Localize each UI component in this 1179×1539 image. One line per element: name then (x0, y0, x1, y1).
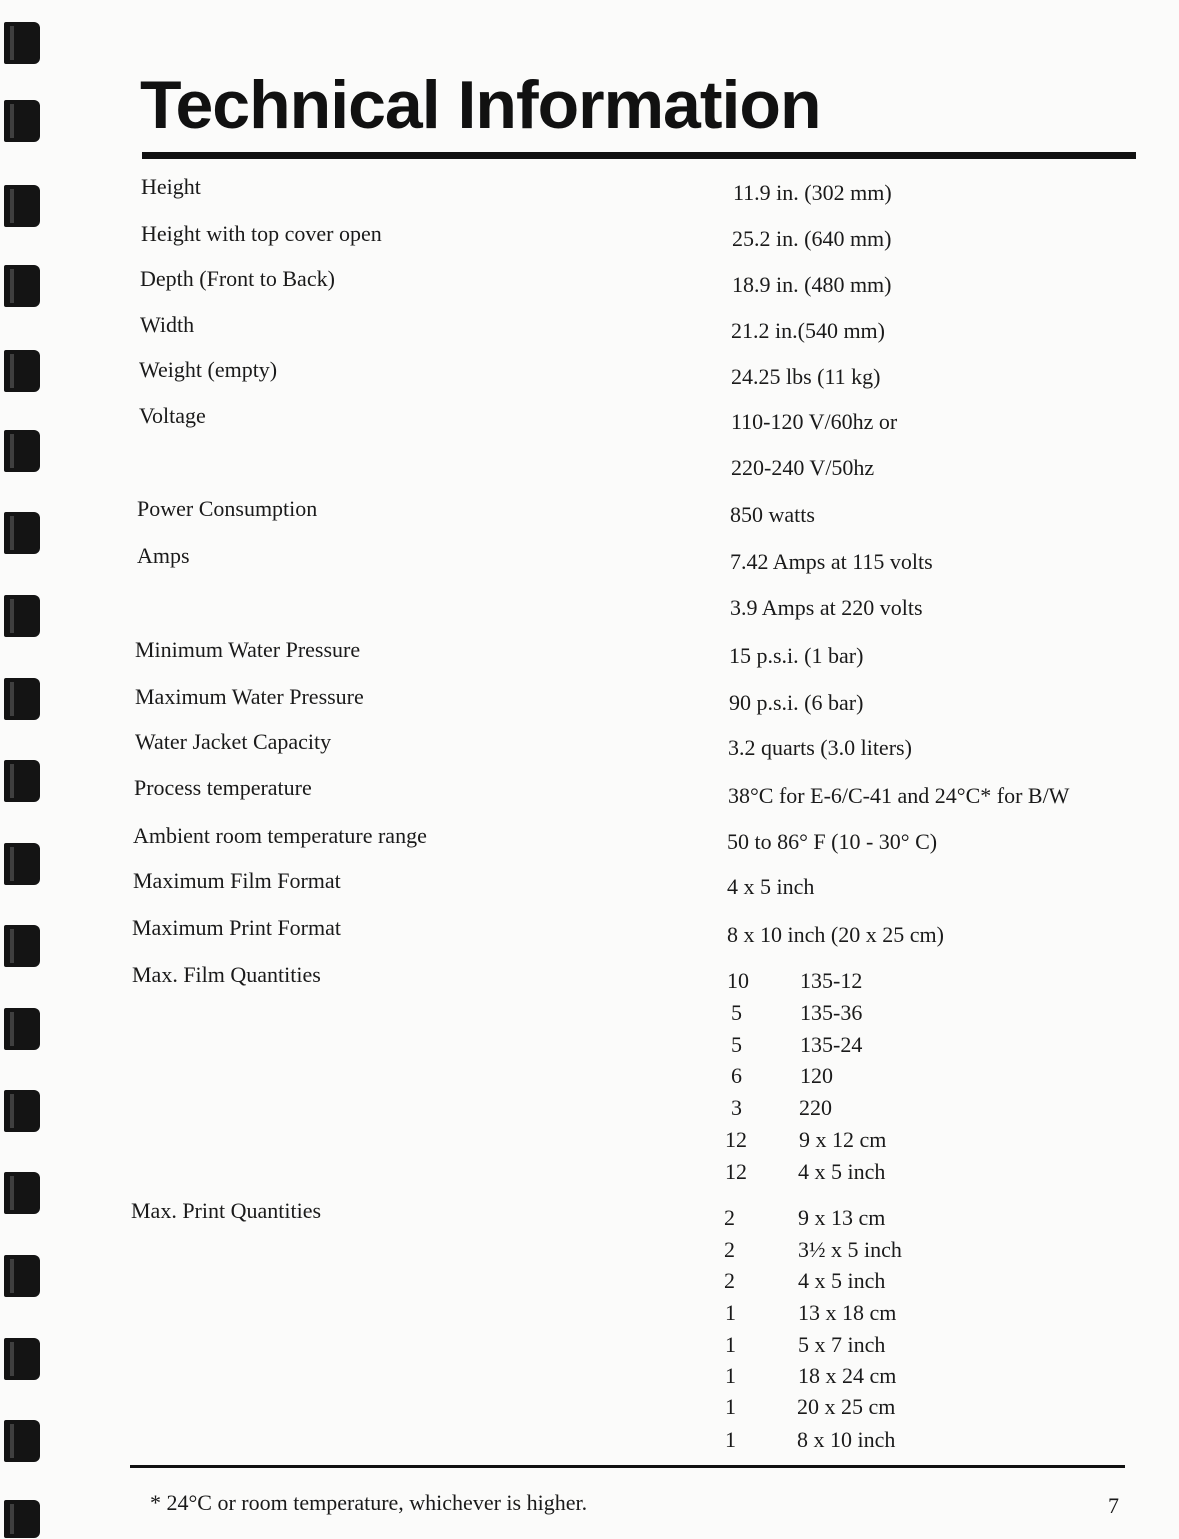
page-title: Technical Information (140, 67, 821, 143)
spec-value-max-print: 8 x 10 inch (20 x 25 cm) (727, 922, 944, 947)
spec-label-max-pressure: Maximum Water Pressure (135, 684, 364, 709)
binding-ring (4, 925, 40, 967)
print-qty: 1 (725, 1363, 736, 1388)
footnote: * 24°C or room temperature, whichever is higher. (150, 1490, 588, 1515)
spec-label-height: Height (141, 174, 201, 199)
spec-value-depth: 18.9 in. (480 mm) (732, 272, 892, 297)
binding-ring (4, 22, 40, 64)
binding-ring (4, 1008, 40, 1050)
spec-label-power: Power Consumption (137, 496, 318, 521)
print-format: 9 x 13 cm (798, 1205, 886, 1230)
spec-value-height-open: 25.2 in. (640 mm) (732, 226, 892, 251)
spec-label-depth: Depth (Front to Back) (140, 266, 335, 291)
binding-ring (4, 1338, 40, 1380)
film-format: 4 x 5 inch (798, 1159, 886, 1184)
binding-ring (4, 1090, 40, 1132)
spec-value-voltage-2: 220-240 V/50hz (731, 455, 875, 480)
film-qty: 12 (725, 1159, 747, 1184)
binding-ring (4, 185, 40, 227)
spec-label-weight: Weight (empty) (139, 357, 278, 382)
print-format: 5 x 7 inch (798, 1332, 886, 1357)
binding-ring (4, 1500, 40, 1538)
spec-label-jacket: Water Jacket Capacity (135, 729, 332, 754)
print-qty: 1 (725, 1300, 736, 1325)
film-qty: 10 (727, 968, 749, 993)
binding-ring (4, 350, 40, 392)
binding-ring (4, 1172, 40, 1214)
print-format: 3½ x 5 inch (798, 1237, 902, 1262)
print-qty: 1 (725, 1394, 736, 1419)
print-qty: 2 (724, 1237, 735, 1262)
spec-label-process-temp: Process temperature (134, 775, 312, 800)
print-qty: 2 (724, 1205, 735, 1230)
binding-ring (4, 265, 40, 307)
binding-ring (4, 678, 40, 720)
print-qty: 2 (724, 1268, 735, 1293)
film-format: 120 (800, 1063, 833, 1088)
spec-label-ambient-temp: Ambient room temperature range (133, 823, 427, 848)
spec-value-amps-2: 3.9 Amps at 220 volts (730, 595, 923, 620)
spec-value-process-temp: 38°C for E-6/C-41 and 24°C* for B/W (728, 783, 1070, 808)
page-number: 7 (1108, 1493, 1119, 1518)
binding-ring (4, 595, 40, 637)
print-qty: 1 (725, 1332, 736, 1357)
binding-ring (4, 512, 40, 554)
binding-ring (4, 1420, 40, 1462)
print-qty: 1 (725, 1427, 736, 1452)
spec-label-width: Width (140, 312, 195, 337)
spec-value-max-pressure: 90 p.s.i. (6 bar) (729, 690, 864, 715)
film-qty: 5 (731, 1032, 742, 1057)
film-format: 9 x 12 cm (799, 1127, 887, 1152)
film-qty: 6 (731, 1063, 742, 1088)
film-format: 220 (799, 1095, 832, 1120)
film-qty: 12 (725, 1127, 747, 1152)
print-format: 18 x 24 cm (798, 1363, 897, 1388)
spec-value-weight: 24.25 lbs (11 kg) (731, 364, 881, 389)
film-format: 135-36 (800, 1000, 863, 1025)
spec-value-width: 21.2 in.(540 mm) (731, 318, 885, 343)
spec-value-amps-1: 7.42 Amps at 115 volts (730, 549, 933, 574)
footer-rule (130, 1465, 1125, 1468)
spec-value-height: 11.9 in. (302 mm) (733, 180, 892, 205)
spec-label-max-film: Maximum Film Format (133, 868, 341, 893)
spec-label-min-pressure: Minimum Water Pressure (135, 637, 361, 662)
film-format: 135-24 (800, 1032, 863, 1057)
spec-value-jacket: 3.2 quarts (3.0 liters) (728, 735, 912, 760)
print-format: 13 x 18 cm (798, 1300, 897, 1325)
spec-label-max-print: Maximum Print Format (132, 915, 341, 940)
print-quantities-label: Max. Print Quantities (131, 1198, 322, 1223)
spec-label-height-open: Height with top cover open (141, 221, 382, 246)
binding-ring (4, 100, 40, 142)
print-format: 4 x 5 inch (798, 1268, 886, 1293)
film-qty: 5 (731, 1000, 742, 1025)
binding-ring (4, 1255, 40, 1297)
binding-ring (4, 760, 40, 802)
spec-label-amps: Amps (137, 543, 190, 568)
spec-value-ambient-temp: 50 to 86° F (10 - 30° C) (727, 829, 938, 854)
title-underline (142, 152, 1136, 159)
film-qty: 3 (731, 1095, 742, 1120)
spec-value-voltage-1: 110-120 V/60hz or (731, 409, 898, 434)
spec-value-min-pressure: 15 p.s.i. (1 bar) (729, 643, 864, 668)
spec-value-power: 850 watts (730, 502, 815, 527)
spec-value-max-film: 4 x 5 inch (727, 874, 815, 899)
print-format: 20 x 25 cm (797, 1394, 896, 1419)
film-quantities-label: Max. Film Quantities (132, 962, 321, 987)
print-format: 8 x 10 inch (797, 1427, 896, 1452)
film-format: 135-12 (800, 968, 863, 993)
binding-ring (4, 430, 40, 472)
spiral-binding (0, 0, 60, 1539)
spec-label-voltage: Voltage (139, 403, 206, 428)
binding-ring (4, 843, 40, 885)
